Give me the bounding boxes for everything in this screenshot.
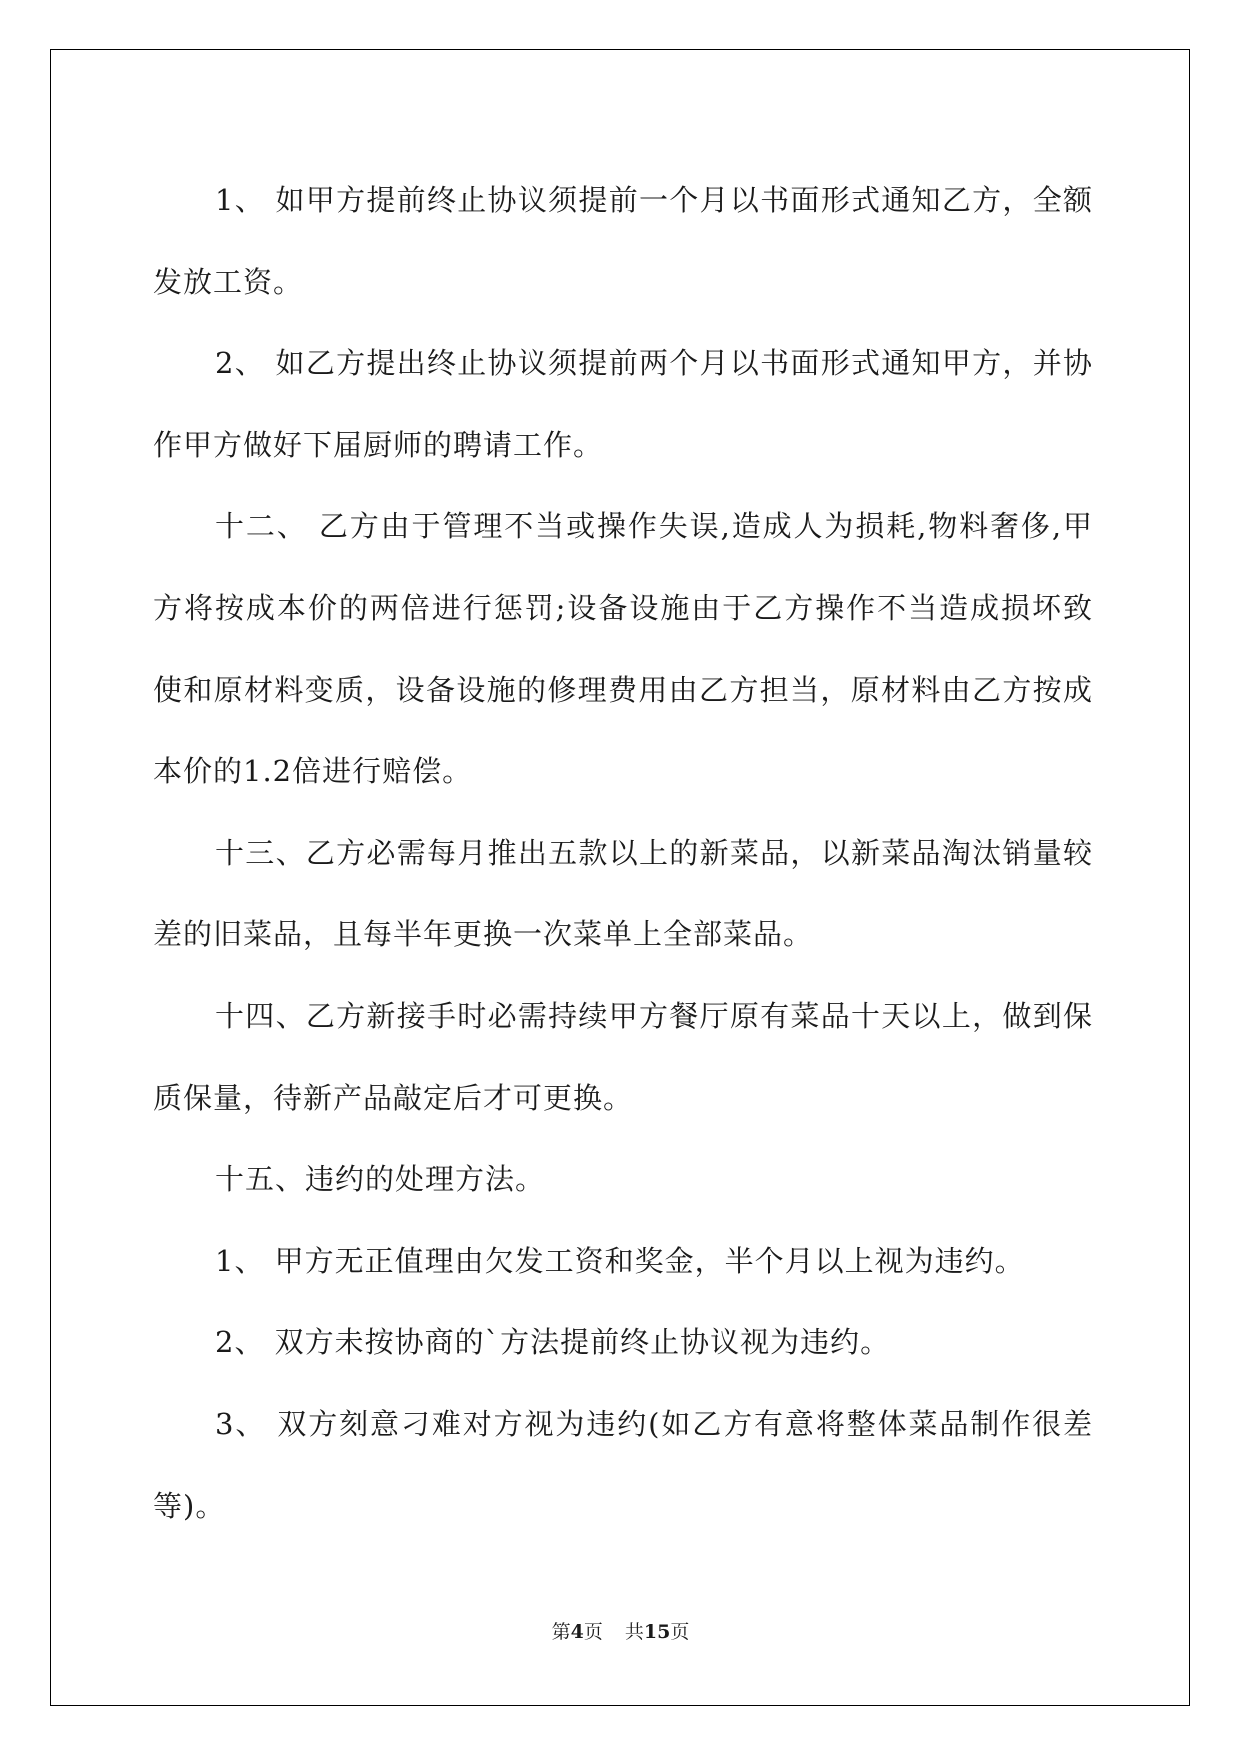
paragraph-2: 2、 如乙方提出终止协议须提前两个月以书面形式通知甲方，并协作甲方做好下届厨师的聘请工作。 <box>153 346 1093 462</box>
page-footer <box>0 1617 1241 1644</box>
paragraph-5: 十四、乙方新接手时必需持续甲方餐厅原有菜品十天以上，做到保质保量，待新产品敲定后才可更换。 <box>153 998 1093 1115</box>
paragraph-9: 3、 双方刻意刁难对方视为违约(如乙方有意将整体菜品制作很差等)。 <box>153 1406 1093 1523</box>
paragraph-8: 2、 双方未按协商的`方法提前终止协议视为违约。 <box>215 1325 891 1360</box>
paragraph-4: 十三、乙方必需每月推出五款以上的新菜品，以新菜品淘汰销量较差的旧菜品，且每半年更换一次菜单上全部菜品。 <box>153 835 1093 952</box>
page-prefix: 第 <box>551 1621 571 1643</box>
page-suffix: 页 <box>583 1621 603 1643</box>
paragraph-7: 1、 甲方无正值理由欠发工资和奖金，半个月以上视为违约。 <box>215 1243 1025 1278</box>
paragraph-3: 十二、 乙方由于管理不当或操作失误,造成人为损耗,物料奢侈,甲方将按成本价的两倍进行惩罚;设备设施由于乙方操作不当造成损坏致使和原材料变质，设备设施的修理费用由乙方担当，原材料由乙方按成本价的1.2倍进行赔偿。 <box>153 509 1093 789</box>
total-prefix: 共 <box>624 1621 644 1643</box>
total-suffix: 页 <box>670 1621 690 1643</box>
paragraph-1: 1、 如甲方提前终止协议须提前一个月以书面形式通知乙方，全额发放工资。 <box>153 183 1093 299</box>
document-body <box>153 160 1093 1547</box>
page-total: 15 <box>643 1621 671 1643</box>
page-current: 4 <box>570 1621 584 1643</box>
paragraph-6: 十五、违约的处理方法。 <box>215 1162 546 1197</box>
